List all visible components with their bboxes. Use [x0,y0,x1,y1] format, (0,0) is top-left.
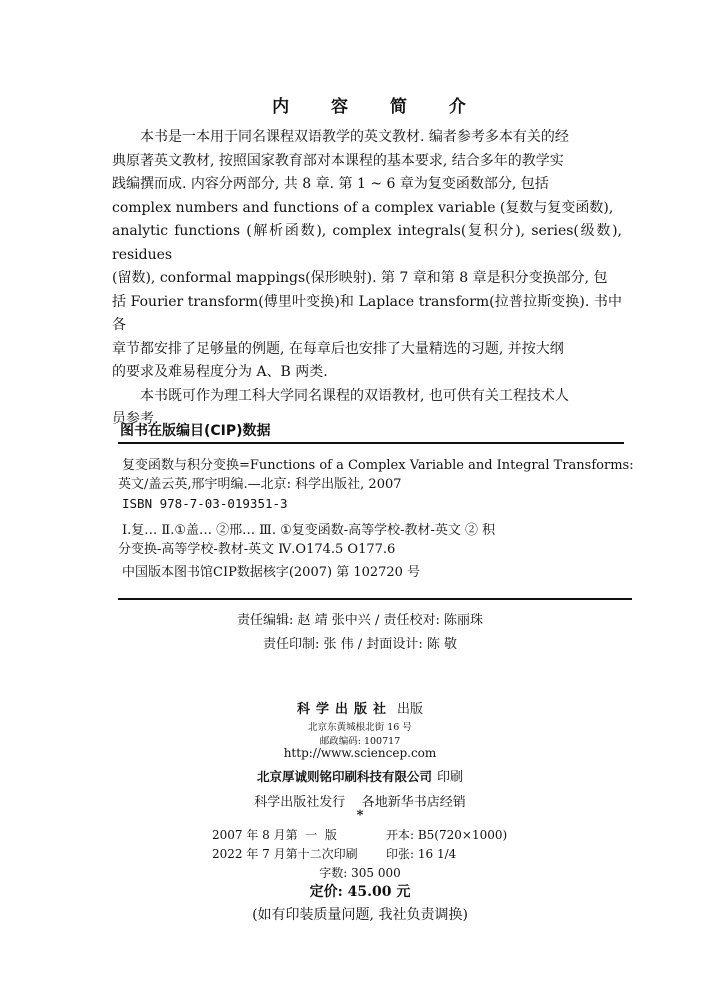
format-info: 开本: B5(720×1000) [386,828,508,842]
intro-p2-line: 员参考. [112,411,159,427]
intro-p1-line: 本书是一本用于同名课程双语教学的英文教材. 编者参考多本有关的经 [140,129,569,145]
distribution-line: 科学出版社发行 各地新华书店经销 [254,795,466,810]
intro-p2-line: 本书既可作为理工科大学同名课程的双语教材, 也可供有关工程技术人 [140,387,569,404]
cip-header: 图书在版编目(CIP)数据 [120,423,271,439]
intro-p1-line: (留数), conformal mappings(保形映射). 第 7 章和第 8 章是积分变换部分, 包 [112,270,608,286]
intro-p1-line: complex numbers and functions of a complex variable (复数与复变函数), [112,199,614,216]
publisher-address: 北京东黄城根北街 16 号 [308,722,412,733]
cip-library-number: 中国版本图书馆CIP数据核字(2007) 第 102720 号 [122,565,421,580]
intro-p1-line: 的要求及难易程度分为 A、B 两类. [112,364,328,380]
cip-author-line: 英文/盖云英,邢宇明编.—北京: 科学出版社, 2007 [118,477,402,492]
staff-line-production: 责任印制: 张 伟 / 封面设计: 陈 敬 [263,637,457,652]
word-count: 字数: 305 000 [319,866,401,880]
publisher-postcode: 邮政编码: 100717 [319,736,401,747]
publisher-url: http://www.sciencep.com [283,746,437,760]
staff-line-editors: 责任编辑: 赵 靖 张中兴 / 责任校对: 陈丽珠 [237,613,483,628]
intro-p1-line: 典原著英文教材, 按照国家教育部对本课程的基本要求, 结合多年的教学实 [112,152,564,169]
cip-top-rule [118,442,624,444]
sheets-info: 印张: 16 1/4 [386,847,457,861]
publisher-line [0,698,720,717]
cip-classification-line: 分变换-高等学校-教材-英文 Ⅳ.O174.5 O177.6 [118,542,396,557]
price: 定价: 45.00 元 [309,884,411,900]
quality-notice: (如有印装质量问题, 我社负责调换) [252,907,468,923]
intro-p1-line: 括 Fourier transform(傅里叶变换)和 Laplace transform(拉普拉斯变换). 书中各 [112,293,622,333]
cip-bottom-rule [118,598,632,600]
publisher-name: 科学出版社 [296,702,392,717]
cip-classification-line: Ⅰ.复… Ⅱ.①盖… ②邢… Ⅲ. ①复变函数-高等学校-教材-英文 ② 积 [122,523,496,538]
printer-line [0,766,720,785]
publisher-suffix: 出版 [397,702,424,717]
cip-title-line: 复变函数与积分变换=Functions of a Complex Variable and Integral Transforms: [122,458,634,473]
separator-star: * [356,808,364,823]
printer-suffix: 印刷 [437,770,464,785]
intro-p1-line: analytic functions (解析函数), complex integrals(复积分), series(级数), residues [112,223,622,263]
cip-block [118,456,633,582]
intro-paragraph-1 [112,126,622,385]
intro-p1-line: 章节都安排了足够量的例题, 在每章后也安排了大量精选的习题, 并按大纲 [112,340,564,357]
printer-name: 北京厚诚则铭印刷科技有限公司 [256,769,432,784]
page-title: 内 容 简 介 [272,97,484,117]
edition-info: 2007 年 8 月第 一 版 [212,828,337,842]
cip-isbn: ISBN 978-7-03-019351-3 [122,496,288,511]
intro-section [112,126,622,432]
intro-p1-line: 践编撰而成. 内容分两部分, 共 8 章. 第 1 ~ 6 章为复变函数部分, 包括 [112,176,549,192]
impression-info: 2022 年 7 月第十二次印刷 [212,847,358,861]
